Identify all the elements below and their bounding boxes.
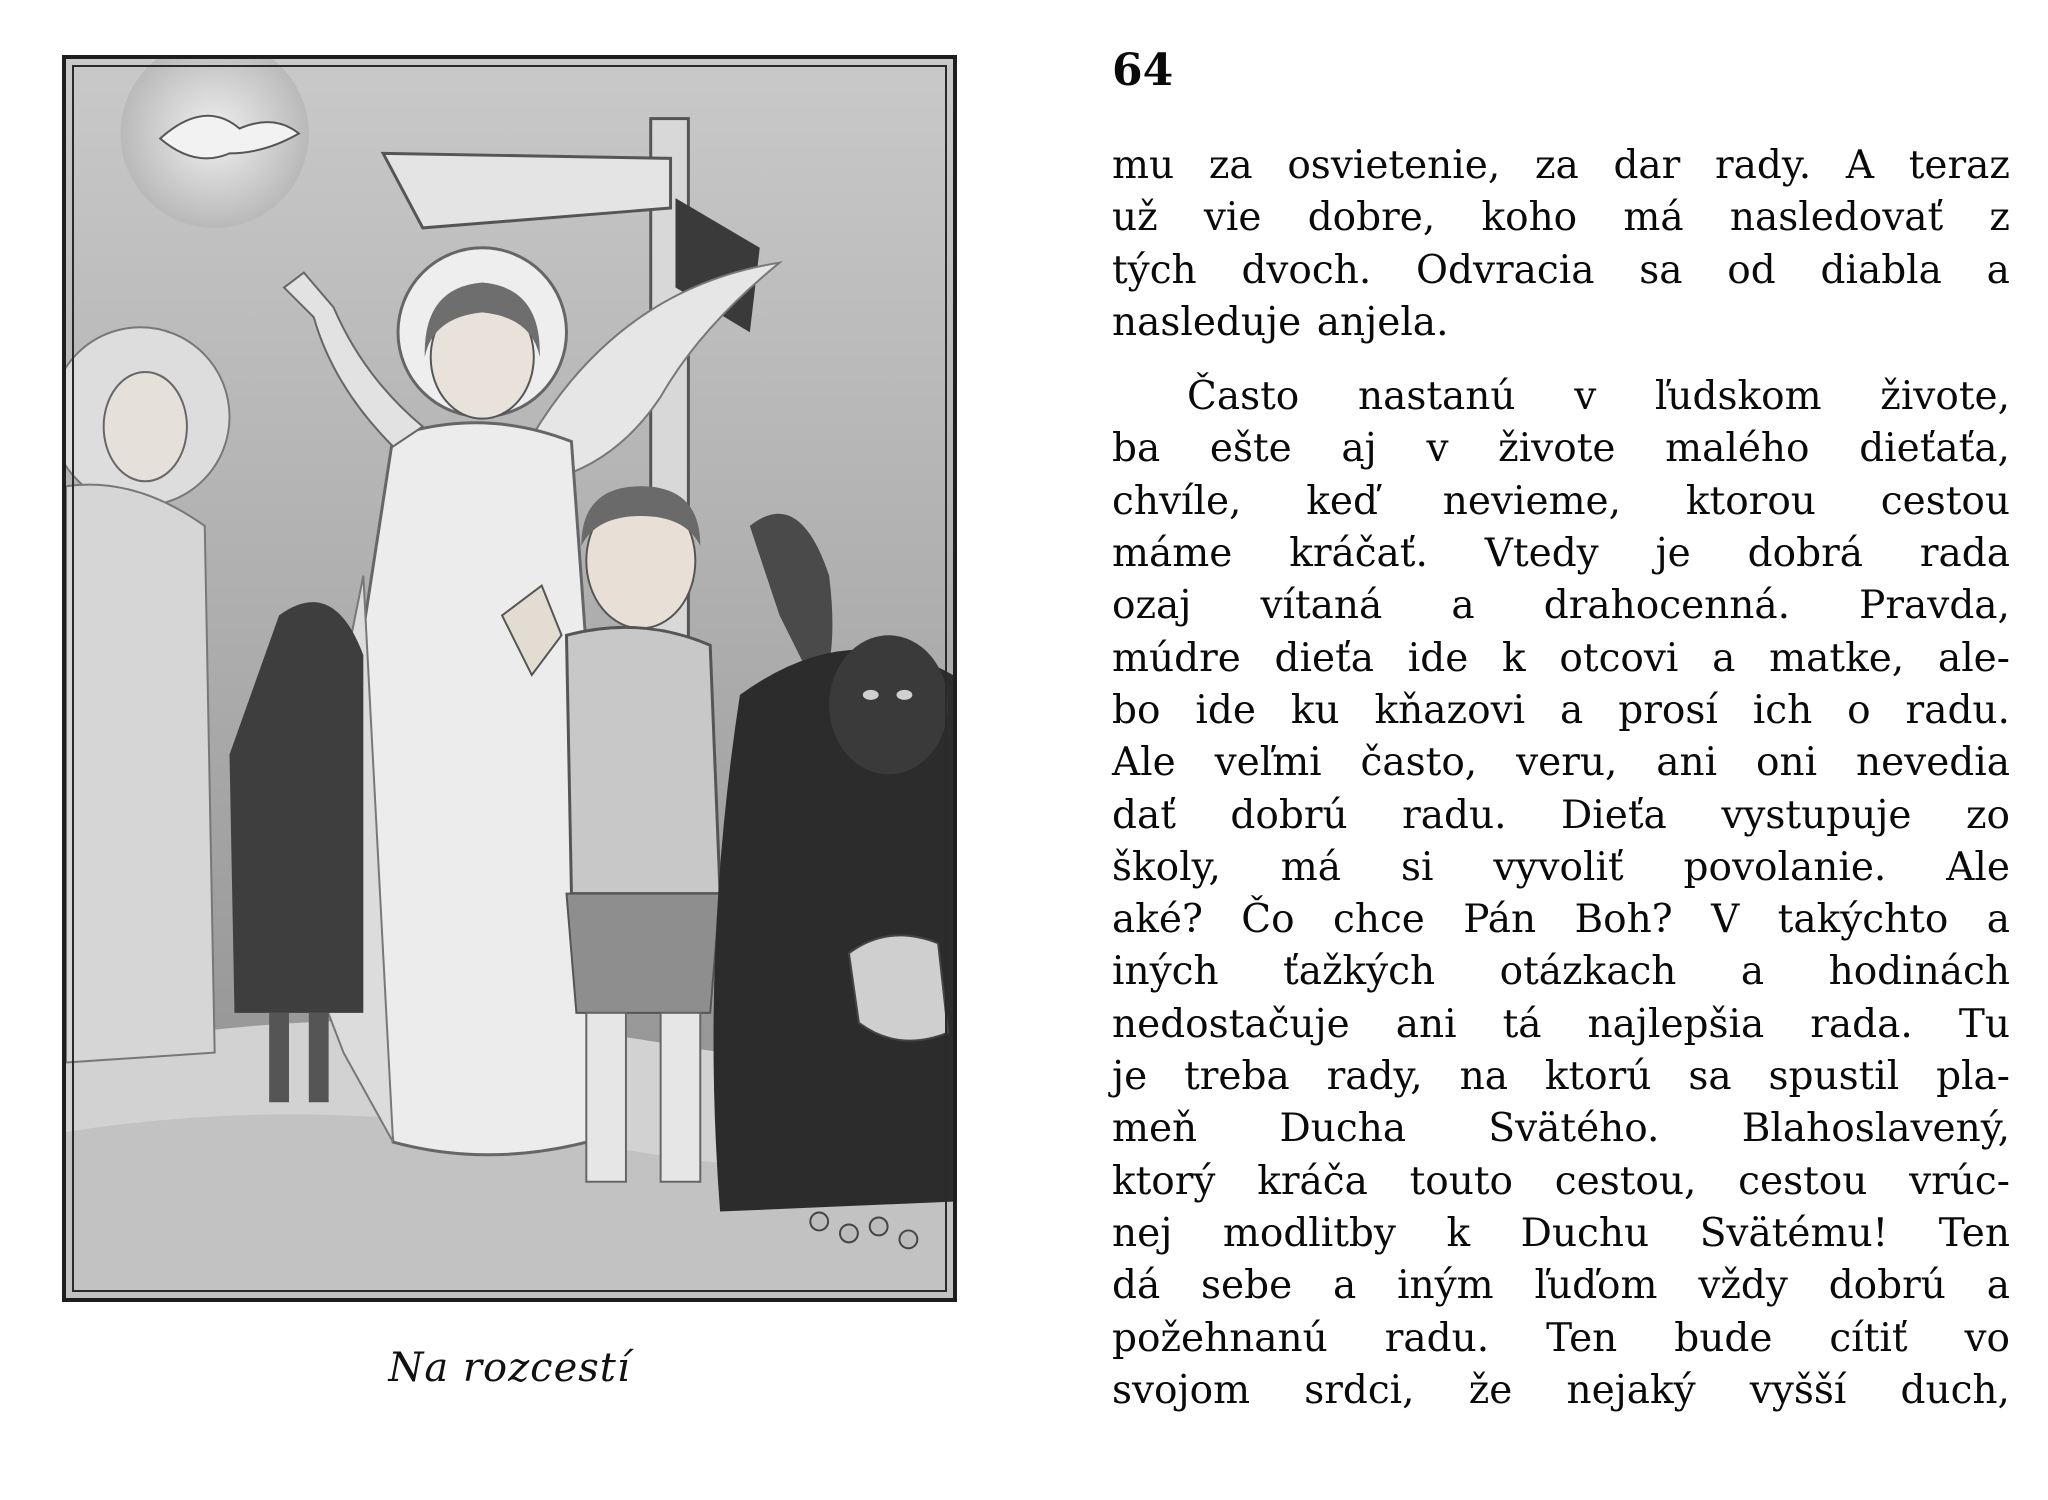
word: a (1451, 583, 1475, 629)
word: Odvracia (1416, 247, 1595, 293)
word: a (1986, 897, 2010, 943)
word: často, (1360, 740, 1478, 786)
word: a (1712, 635, 1736, 681)
word: otcovi (1559, 635, 1679, 681)
word: sa (1639, 247, 1683, 293)
word: k (1502, 635, 1526, 681)
word: Boh? (1574, 897, 1673, 943)
word: vystupuje (1721, 792, 1912, 838)
text-line (1112, 842, 2010, 894)
word: takýchto (1777, 897, 1949, 943)
word: radu. (1905, 687, 2010, 733)
word: Svätému! (1699, 1210, 1889, 1256)
word: ide (1195, 687, 1256, 733)
word: anjela. (1316, 299, 1449, 345)
word: rady, (1326, 1054, 1423, 1100)
word: ktorú (1544, 1054, 1652, 1100)
word: za (1534, 143, 1579, 188)
word: v (1426, 426, 1449, 472)
word: rady. (1715, 143, 1812, 188)
paragraph-gap (1112, 349, 2010, 371)
word: modlitby (1222, 1210, 1396, 1256)
word: povolanie. (1683, 844, 1887, 890)
text-line (1112, 192, 2010, 244)
word: keď (1306, 478, 1378, 524)
word: bo (1112, 687, 1161, 733)
word: Blahoslavený, (1741, 1106, 2010, 1152)
word: aké? (1112, 897, 1203, 943)
text-line (1112, 1365, 2010, 1417)
word: mu (1112, 143, 1175, 188)
word: Dieťa (1561, 792, 1667, 838)
word: ich (1752, 687, 1813, 733)
word: Vtedy (1484, 531, 1599, 577)
word: kňazovi (1374, 687, 1526, 733)
body-text (1112, 140, 2010, 1417)
word: Tu (1958, 1001, 2010, 1047)
word: duch, (1900, 1367, 2010, 1413)
word: za (1208, 143, 1253, 188)
word: Ale (1946, 844, 2010, 890)
text-line (1112, 371, 2010, 423)
word: meň (1112, 1106, 1198, 1152)
word: prosí (1618, 687, 1718, 733)
text-line (1112, 1051, 2010, 1103)
word: ide (1407, 635, 1469, 681)
word: Ale (1112, 740, 1176, 786)
word: živote, (1880, 374, 2010, 420)
text-line (1112, 790, 2010, 842)
word: vo (1964, 1315, 2010, 1361)
word: sebe (1201, 1263, 1293, 1309)
paragraph (1112, 140, 2010, 349)
word: drahocenná. (1543, 583, 1791, 629)
word: kráčať. (1289, 531, 1428, 577)
word: chce (1332, 897, 1425, 943)
word: cestou (1880, 478, 2010, 524)
word: požehnanú (1112, 1315, 1328, 1361)
text-line (1112, 297, 2010, 349)
text-line (1112, 999, 2010, 1051)
word: Ten (1938, 1210, 2010, 1256)
text-line (1112, 423, 2010, 475)
word: k (1446, 1210, 1471, 1256)
word: Ducha (1279, 1106, 1407, 1152)
word: ozaj (1112, 583, 1192, 629)
word: že (1468, 1367, 1513, 1413)
word: nejaký (1566, 1367, 1696, 1413)
text-line (1112, 580, 2010, 632)
angel-guardian-illustration-icon (66, 59, 953, 1298)
word: tých (1112, 247, 1197, 293)
word: nastanú (1357, 374, 1516, 420)
word: veľmi (1214, 740, 1322, 786)
word: na (1459, 1054, 1508, 1100)
word: chvíle, (1112, 478, 1242, 524)
text-line (1112, 140, 2010, 192)
word: ku (1290, 687, 1340, 733)
word: Ten (1546, 1315, 1618, 1361)
word: zo (1965, 792, 2010, 838)
word: srdci, (1304, 1367, 1415, 1413)
word: touto (1409, 1158, 1514, 1204)
word: osvietenie, (1287, 143, 1501, 188)
word: školy, (1112, 844, 1221, 890)
word: ľudskom (1654, 374, 1822, 420)
word: nedostačuje (1112, 1001, 1350, 1047)
word: Pán (1463, 897, 1537, 943)
word: oni (1756, 740, 1818, 786)
word: V (1711, 897, 1740, 943)
word: ľuďom (1534, 1263, 1658, 1309)
text-line (1112, 737, 2010, 789)
word: a (1560, 687, 1584, 733)
word: múdre (1112, 635, 1241, 681)
word: už (1112, 195, 1158, 241)
word: veru, (1516, 740, 1618, 786)
text-line (1112, 1156, 2010, 1208)
word: teraz (1908, 143, 2010, 188)
word: dieťa (1274, 635, 1374, 681)
word: ktorou (1685, 478, 1816, 524)
word: ba (1112, 426, 1161, 472)
page-number: 64 (1112, 45, 1174, 96)
word: o (1847, 687, 1871, 733)
word: vyvoliť (1493, 844, 1624, 890)
word: hodinách (1828, 949, 2010, 995)
word: dať (1112, 792, 1176, 838)
text-line (1112, 476, 2010, 528)
word: A (1845, 143, 1875, 188)
word: dieťaťa, (1859, 426, 2010, 472)
word: rada (1919, 531, 2010, 577)
word: máme (1112, 531, 1233, 577)
word: nej (1112, 1210, 1173, 1256)
text-line (1112, 946, 2010, 998)
word: sa (1688, 1054, 1732, 1100)
text-line (1112, 528, 2010, 580)
word: nasledovať (1729, 195, 1944, 241)
text-line (1112, 245, 2010, 297)
word: nevieme, (1442, 478, 1622, 524)
word: bude (1674, 1315, 1773, 1361)
word: dobre, (1307, 195, 1436, 241)
word: najlepšia (1587, 1001, 1765, 1047)
word: Duchu (1520, 1210, 1650, 1256)
word: iným (1397, 1263, 1494, 1309)
word: živote (1498, 426, 1616, 472)
word: radu. (1384, 1315, 1490, 1361)
word: iných (1112, 949, 1219, 995)
word: od (1727, 247, 1776, 293)
word: radu. (1402, 792, 1507, 838)
word: Čo (1241, 897, 1295, 943)
word: diabla (1820, 247, 1942, 293)
word: a (1740, 949, 1765, 995)
text-line (1112, 1208, 2010, 1260)
illustration-caption: Na rozcestí (388, 1345, 631, 1391)
word: dar (1613, 143, 1681, 188)
word: v (1574, 374, 1597, 420)
word: vždy (1698, 1263, 1788, 1309)
word: svojom (1112, 1367, 1251, 1413)
word: dobrú (1230, 792, 1348, 838)
word: má (1280, 844, 1342, 890)
word: tá (1502, 1001, 1542, 1047)
word: cestou (1738, 1158, 1868, 1204)
word: z (1989, 195, 2010, 241)
word: treba (1184, 1054, 1290, 1100)
illustration-frame (62, 55, 957, 1302)
text-line (1112, 1313, 2010, 1365)
word: kráča (1257, 1158, 1368, 1204)
word: matke, (1769, 635, 1905, 681)
word: je (1655, 531, 1691, 577)
word: koho (1481, 195, 1578, 241)
word: rada. (1810, 1001, 1913, 1047)
word: cítiť (1829, 1315, 1908, 1361)
word: malého (1665, 426, 1810, 472)
text-line (1112, 685, 2010, 737)
word: dvoch. (1241, 247, 1372, 293)
word: ťažkých (1283, 949, 1436, 995)
word: ešte (1209, 426, 1292, 472)
text-line (1112, 633, 2010, 685)
word: dobrá (1747, 531, 1863, 577)
paragraph (1112, 371, 2010, 1417)
word: si (1400, 844, 1434, 890)
word: má (1623, 195, 1684, 241)
word: aj (1341, 426, 1377, 472)
word: Svätého. (1488, 1106, 1660, 1152)
word: vyšší (1749, 1367, 1847, 1413)
word: vrúc- (1909, 1158, 2010, 1204)
word: dobrú (1828, 1263, 1946, 1309)
word: dá (1112, 1263, 1161, 1309)
word: a (1332, 1263, 1357, 1309)
word: vítaná (1260, 583, 1383, 629)
word: Pravda, (1859, 583, 2010, 629)
word: ale- (1937, 635, 2010, 681)
word: a (1986, 1263, 2010, 1309)
text-line (1112, 1260, 2010, 1312)
word: a (1986, 247, 2010, 293)
word: Často (1187, 374, 1300, 420)
text-line (1112, 1103, 2010, 1155)
word: otázkach (1499, 949, 1677, 995)
word: pla- (1936, 1054, 2010, 1100)
word: vie (1203, 195, 1262, 241)
word: nevedia (1855, 740, 2010, 786)
word: je (1112, 1054, 1148, 1100)
word: ani (1395, 1001, 1457, 1047)
word: ktorý (1112, 1158, 1216, 1204)
word: ani (1656, 740, 1718, 786)
word: nasleduje (1112, 299, 1302, 345)
word: cestou, (1554, 1158, 1697, 1204)
text-line (1112, 894, 2010, 946)
word: spustil (1768, 1054, 1900, 1100)
